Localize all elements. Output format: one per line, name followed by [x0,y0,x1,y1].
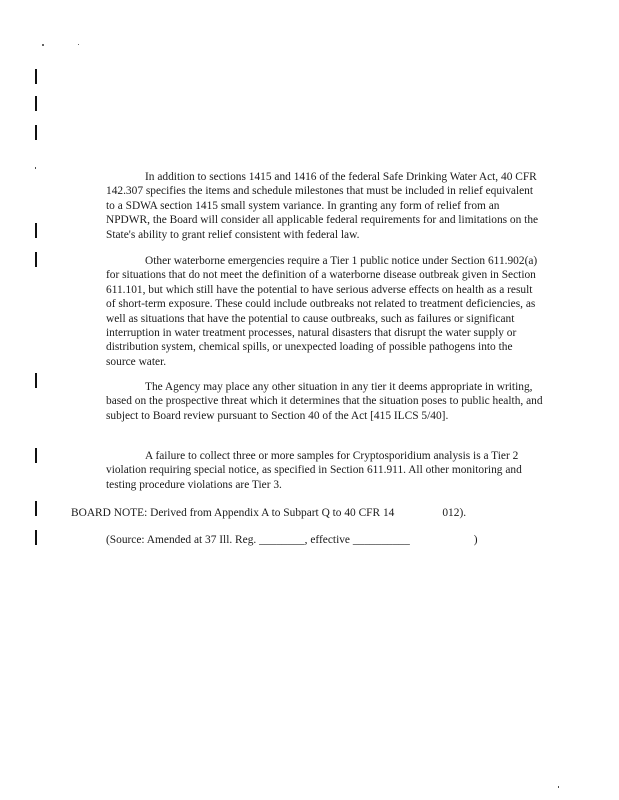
source-line [106,533,536,547]
change-bar [35,448,37,463]
paragraph-cryptosporidium-violation: A failure to collect three or more samples for Cryptosporidium analysis is a Tier 2 violation requiring special notice, as specified in Section 611.911. All other monitoring and testing procedure violations are Tier 3. [106,450,522,491]
paragraph-waterborne-emergencies: Other waterborne emergencies require a Tier 1 public notice under Section 611.902(a) for situations that do not meet the definition of a waterborne disease outbreak given in Section 611.101, but which still have the potential to have serious adverse effects on health as a result of short-term exposure. These could include outbreaks not related to treatment deficiencies, as well as situations that have the potential to cause outbreaks, such as failures or significant interruption in water treatment processes, natural disasters that disrupt the water supply or distribution system, chemical spills, or unexpected loading of possible pathogens into the source water. [106,255,538,368]
board-note-tail: 012). [442,507,467,519]
scan-speck [42,44,44,46]
change-bar [35,125,37,140]
change-bar [35,252,37,267]
paragraph-agency-tier-placement: The Agency may place any other situation in any tier it deems appropriate in writing, based on the prospective threat which it determines that the situation poses to public health, and subject to Board review pursuant to Section 40 of the Act [415 ILCS 5/40]. [106,381,543,422]
source-line-tail: ) [473,534,478,546]
change-bar [35,501,37,516]
change-bar [35,96,37,111]
paragraph-variance-relief: In addition to sections 1415 and 1416 of the federal Safe Drinking Water Act, 40 CFR 142.307 specifies the items and schedule milestones that must be included in relief equivalent to a SDWA section 1415 small system variance. In granting any form of relief from an NPDWR, the Board will consider all applicable federal requirements for and limitations on the State's ability to grant relief consistent with federal law. [106,171,539,241]
change-bar [35,530,37,545]
change-bar [35,69,37,84]
scan-speck [35,167,36,169]
source-line-text: (Source: Amended at 37 Ill. Reg. ________, effective __________ [106,534,410,546]
board-note [71,506,541,520]
scan-speck [78,44,79,45]
change-bar [35,223,37,238]
board-note-text: BOARD NOTE: Derived from Appendix A to Subpart Q to 40 CFR 14 [71,507,395,519]
change-bar [35,373,37,388]
scan-speck [558,786,559,788]
